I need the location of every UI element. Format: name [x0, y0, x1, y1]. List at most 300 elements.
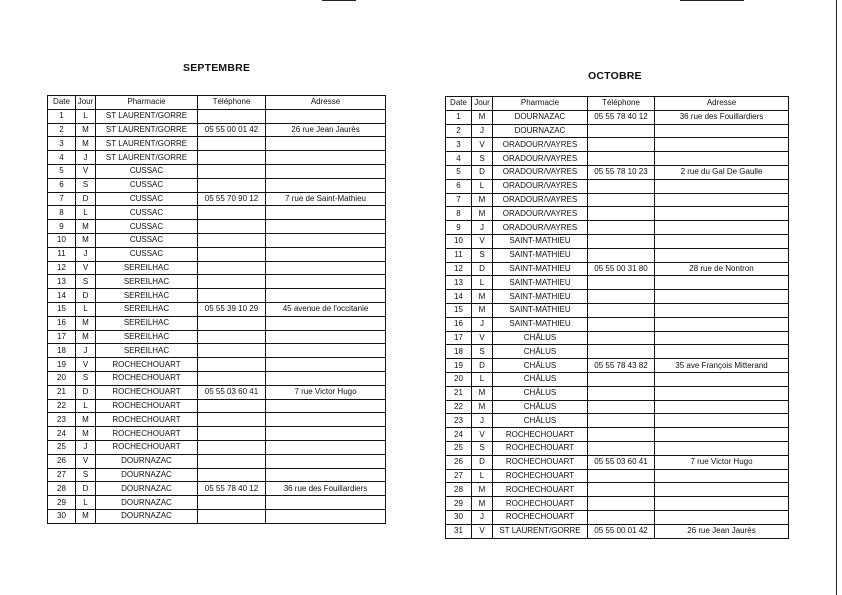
date-cell: 19	[48, 358, 76, 372]
address-cell	[266, 233, 386, 247]
date-cell: 24	[48, 427, 76, 441]
address-cell	[266, 151, 386, 165]
day-cell: S	[472, 345, 493, 359]
table-row	[48, 123, 386, 137]
address-cell	[266, 206, 386, 220]
phone-cell	[198, 344, 266, 358]
table-row	[446, 303, 789, 317]
day-cell: S	[472, 441, 493, 455]
date-cell: 3	[446, 138, 472, 152]
address-cell: 28 rue de Nontron	[655, 262, 789, 276]
phone-cell	[588, 221, 655, 235]
address-cell	[266, 275, 386, 289]
header-phone: Téléphone	[198, 96, 266, 110]
phone-cell	[198, 164, 266, 178]
address-cell: 26 rue Jean Jaurès	[266, 123, 386, 137]
september-table-body	[48, 109, 386, 523]
address-cell	[266, 427, 386, 441]
header-pharmacy: Pharmacie	[96, 96, 198, 110]
date-cell: 17	[48, 330, 76, 344]
day-cell: M	[472, 207, 493, 221]
table-row	[48, 137, 386, 151]
day-cell: J	[76, 151, 96, 165]
october-title: OCTOBRE	[588, 70, 642, 82]
table-row	[446, 414, 789, 428]
address-cell	[266, 344, 386, 358]
date-cell: 1	[48, 109, 76, 123]
date-cell: 10	[446, 234, 472, 248]
date-cell: 16	[48, 316, 76, 330]
date-cell: 29	[446, 497, 472, 511]
table-row	[446, 510, 789, 524]
day-cell: M	[76, 427, 96, 441]
pharmacy-cell: SEREILHAC	[96, 344, 198, 358]
address-cell	[655, 497, 789, 511]
address-cell	[266, 468, 386, 482]
phone-cell	[198, 454, 266, 468]
address-cell	[655, 510, 789, 524]
table-row	[48, 192, 386, 206]
phone-cell	[198, 178, 266, 192]
phone-cell	[198, 399, 266, 413]
date-cell: 19	[446, 359, 472, 373]
table-row	[48, 164, 386, 178]
pharmacy-cell: SEREILHAC	[96, 289, 198, 303]
pharmacy-cell: ST LAURENT/GORRE	[493, 524, 588, 538]
day-cell: V	[472, 234, 493, 248]
address-cell	[655, 124, 789, 138]
address-cell	[266, 109, 386, 123]
pharmacy-cell: ROCHECHOUART	[493, 441, 588, 455]
table-row	[48, 509, 386, 523]
day-cell: M	[76, 330, 96, 344]
table-row	[446, 248, 789, 262]
table-row	[48, 247, 386, 261]
pharmacy-cell: SAINT-MATHIEU	[493, 248, 588, 262]
phone-cell	[198, 247, 266, 261]
day-cell: D	[76, 482, 96, 496]
date-cell: 4	[48, 151, 76, 165]
september-table	[47, 95, 386, 524]
address-cell	[655, 317, 789, 331]
phone-cell	[198, 358, 266, 372]
table-row	[446, 276, 789, 290]
pharmacy-cell: CHÂLUS	[493, 359, 588, 373]
table-row	[48, 109, 386, 123]
address-cell: 2 rue du Gal De Gaulle	[655, 165, 789, 179]
phone-cell	[198, 427, 266, 441]
date-cell: 29	[48, 496, 76, 510]
table-row	[446, 428, 789, 442]
date-cell: 31	[446, 524, 472, 538]
pharmacy-cell: SAINT-MATHIEU	[493, 234, 588, 248]
date-cell: 23	[446, 414, 472, 428]
address-cell	[655, 483, 789, 497]
phone-cell	[588, 234, 655, 248]
pharmacy-cell: ROCHECHOUART	[493, 483, 588, 497]
address-cell	[655, 179, 789, 193]
pharmacy-cell: CHÂLUS	[493, 400, 588, 414]
pharmacy-cell: ORADOUR/VAYRES	[493, 165, 588, 179]
day-cell: M	[472, 497, 493, 511]
pharmacy-cell: DOURNAZAC	[96, 496, 198, 510]
date-cell: 28	[446, 483, 472, 497]
date-cell: 2	[446, 124, 472, 138]
phone-cell: 05 55 00 01 42	[588, 524, 655, 538]
table-row	[446, 372, 789, 386]
day-cell: D	[76, 385, 96, 399]
day-cell: V	[472, 428, 493, 442]
date-cell: 24	[446, 428, 472, 442]
table-row	[48, 371, 386, 385]
table-row	[48, 206, 386, 220]
address-cell: 7 rue Victor Hugo	[655, 455, 789, 469]
address-cell: 36 rue des Fouillardiers	[655, 110, 789, 124]
phone-cell: 05 55 70 90 12	[198, 192, 266, 206]
address-cell	[655, 386, 789, 400]
pharmacy-cell: ORADOUR/VAYRES	[493, 179, 588, 193]
day-cell: J	[76, 247, 96, 261]
day-cell: M	[472, 483, 493, 497]
october-table-header	[446, 97, 789, 111]
day-cell: M	[472, 386, 493, 400]
address-cell	[266, 289, 386, 303]
phone-cell	[588, 248, 655, 262]
day-cell: S	[472, 152, 493, 166]
address-cell	[655, 193, 789, 207]
day-cell: L	[472, 469, 493, 483]
address-cell: 35 ave François Mitterand	[655, 359, 789, 373]
day-cell: L	[76, 206, 96, 220]
day-cell: D	[472, 262, 493, 276]
pharmacy-cell: ORADOUR/VAYRES	[493, 138, 588, 152]
address-cell	[655, 400, 789, 414]
phone-cell	[198, 151, 266, 165]
phone-cell	[588, 193, 655, 207]
table-row	[48, 358, 386, 372]
address-cell	[266, 247, 386, 261]
table-row	[446, 138, 789, 152]
table-row	[446, 497, 789, 511]
table-row	[446, 152, 789, 166]
pharmacy-cell: ROCHECHOUART	[96, 440, 198, 454]
day-cell: L	[76, 302, 96, 316]
address-cell	[655, 414, 789, 428]
date-cell: 21	[446, 386, 472, 400]
date-cell: 15	[446, 303, 472, 317]
pharmacy-cell: ROCHECHOUART	[493, 510, 588, 524]
table-row	[48, 427, 386, 441]
table-row	[48, 261, 386, 275]
date-cell: 11	[48, 247, 76, 261]
table-row	[48, 220, 386, 234]
date-cell: 26	[48, 454, 76, 468]
phone-cell	[588, 331, 655, 345]
pharmacy-cell: ROCHECHOUART	[493, 428, 588, 442]
date-cell: 12	[446, 262, 472, 276]
phone-cell: 05 55 00 01 42	[198, 123, 266, 137]
phone-cell	[198, 371, 266, 385]
table-row	[446, 124, 789, 138]
pharmacy-cell: ROCHECHOUART	[493, 455, 588, 469]
address-cell	[266, 496, 386, 510]
day-cell: S	[472, 248, 493, 262]
pharmacy-cell: DOURNAZAC	[493, 124, 588, 138]
pharmacy-cell: DOURNAZAC	[96, 454, 198, 468]
phone-cell: 05 55 39 10 29	[198, 302, 266, 316]
day-cell: M	[472, 110, 493, 124]
phone-cell	[588, 276, 655, 290]
day-cell: L	[76, 109, 96, 123]
date-cell: 6	[48, 178, 76, 192]
phone-cell	[198, 137, 266, 151]
address-cell	[266, 371, 386, 385]
day-cell: M	[76, 220, 96, 234]
date-cell: 5	[48, 164, 76, 178]
address-cell	[655, 234, 789, 248]
table-row	[446, 290, 789, 304]
table-row	[446, 110, 789, 124]
top-scan-mark-left	[322, 0, 356, 1]
phone-cell	[198, 220, 266, 234]
pharmacy-cell: CHÂLUS	[493, 331, 588, 345]
phone-cell	[198, 289, 266, 303]
table-row	[48, 454, 386, 468]
header-date: Date	[446, 97, 472, 111]
phone-cell: 05 55 03 60 41	[198, 385, 266, 399]
phone-cell: 05 55 78 10 23	[588, 165, 655, 179]
date-cell: 8	[48, 206, 76, 220]
date-cell: 12	[48, 261, 76, 275]
date-cell: 27	[446, 469, 472, 483]
table-row	[48, 302, 386, 316]
address-cell: 45 avenue de l'occitanie	[266, 302, 386, 316]
address-cell	[655, 207, 789, 221]
phone-cell	[588, 152, 655, 166]
table-row	[446, 179, 789, 193]
day-cell: V	[76, 454, 96, 468]
table-row	[48, 440, 386, 454]
address-cell	[655, 276, 789, 290]
pharmacy-cell: DOURNAZAC	[96, 482, 198, 496]
table-row	[446, 317, 789, 331]
day-cell: J	[472, 414, 493, 428]
address-cell	[266, 261, 386, 275]
date-cell: 30	[48, 509, 76, 523]
day-cell: M	[76, 509, 96, 523]
september-table-header	[48, 96, 386, 110]
pharmacy-cell: CUSSAC	[96, 164, 198, 178]
date-cell: 7	[446, 193, 472, 207]
date-cell: 13	[48, 275, 76, 289]
day-cell: J	[472, 221, 493, 235]
day-cell: J	[472, 124, 493, 138]
header-pharmacy: Pharmacie	[493, 97, 588, 111]
pharmacy-cell: SEREILHAC	[96, 275, 198, 289]
header-address: Adresse	[655, 97, 789, 111]
date-cell: 25	[48, 440, 76, 454]
phone-cell	[198, 496, 266, 510]
address-cell	[266, 440, 386, 454]
phone-cell	[588, 303, 655, 317]
phone-cell	[588, 497, 655, 511]
day-cell: L	[76, 399, 96, 413]
table-row	[446, 441, 789, 455]
date-cell: 13	[446, 276, 472, 290]
phone-cell: 05 55 78 43 82	[588, 359, 655, 373]
pharmacy-cell: DOURNAZAC	[96, 509, 198, 523]
day-cell: J	[472, 510, 493, 524]
day-cell: J	[472, 317, 493, 331]
date-cell: 3	[48, 137, 76, 151]
phone-cell	[588, 345, 655, 359]
day-cell: M	[472, 303, 493, 317]
day-cell: V	[76, 261, 96, 275]
pharmacy-cell: ROCHECHOUART	[96, 358, 198, 372]
phone-cell	[588, 386, 655, 400]
table-row	[446, 455, 789, 469]
date-cell: 26	[446, 455, 472, 469]
date-cell: 14	[446, 290, 472, 304]
day-cell: S	[76, 371, 96, 385]
phone-cell	[588, 207, 655, 221]
october-table-body	[446, 110, 789, 538]
day-cell: D	[76, 289, 96, 303]
pharmacy-cell: CUSSAC	[96, 247, 198, 261]
table-row	[446, 469, 789, 483]
table-row	[446, 331, 789, 345]
phone-cell	[588, 510, 655, 524]
date-cell: 4	[446, 152, 472, 166]
day-cell: S	[76, 468, 96, 482]
phone-cell	[588, 124, 655, 138]
day-cell: M	[76, 233, 96, 247]
address-cell: 7 rue de Saint-Mathieu	[266, 192, 386, 206]
day-cell: M	[472, 290, 493, 304]
day-cell: M	[76, 413, 96, 427]
day-cell: S	[76, 178, 96, 192]
day-cell: J	[76, 440, 96, 454]
phone-cell	[588, 414, 655, 428]
date-cell: 22	[48, 399, 76, 413]
phone-cell	[588, 138, 655, 152]
date-cell: 2	[48, 123, 76, 137]
phone-cell	[198, 109, 266, 123]
address-cell	[266, 358, 386, 372]
table-row	[48, 316, 386, 330]
date-cell: 8	[446, 207, 472, 221]
pharmacy-cell: DOURNAZAC	[493, 110, 588, 124]
table-row	[446, 207, 789, 221]
day-cell: L	[76, 496, 96, 510]
address-cell	[655, 138, 789, 152]
day-cell: L	[472, 179, 493, 193]
table-row	[446, 400, 789, 414]
day-cell: D	[472, 165, 493, 179]
page-edge-line	[836, 0, 837, 595]
pharmacy-cell: ROCHECHOUART	[96, 371, 198, 385]
table-row	[48, 178, 386, 192]
phone-cell: 05 55 78 40 12	[198, 482, 266, 496]
phone-cell	[198, 440, 266, 454]
pharmacy-cell: ST LAURENT/GORRE	[96, 151, 198, 165]
pharmacy-cell: ROCHECHOUART	[96, 413, 198, 427]
pharmacy-cell: ST LAURENT/GORRE	[96, 123, 198, 137]
table-row	[446, 345, 789, 359]
pharmacy-cell: ROCHECHOUART	[96, 385, 198, 399]
date-cell: 28	[48, 482, 76, 496]
address-cell	[655, 372, 789, 386]
phone-cell	[198, 413, 266, 427]
table-row	[446, 221, 789, 235]
pharmacy-cell: ORADOUR/VAYRES	[493, 207, 588, 221]
date-cell: 23	[48, 413, 76, 427]
day-cell: V	[76, 164, 96, 178]
address-cell	[655, 331, 789, 345]
top-scan-mark-right	[680, 0, 744, 1]
phone-cell	[588, 483, 655, 497]
phone-cell	[588, 428, 655, 442]
date-cell: 11	[446, 248, 472, 262]
address-cell	[266, 454, 386, 468]
pharmacy-cell: SAINT-MATHIEU	[493, 303, 588, 317]
date-cell: 9	[446, 221, 472, 235]
day-cell: L	[472, 372, 493, 386]
pharmacy-cell: SEREILHAC	[96, 316, 198, 330]
phone-cell: 05 55 00 31 80	[588, 262, 655, 276]
date-cell: 7	[48, 192, 76, 206]
table-row	[48, 275, 386, 289]
address-cell	[266, 316, 386, 330]
date-cell: 10	[48, 233, 76, 247]
pharmacy-cell: CUSSAC	[96, 206, 198, 220]
table-row	[446, 386, 789, 400]
pharmacy-cell: ST LAURENT/GORRE	[96, 137, 198, 151]
table-row	[446, 262, 789, 276]
october-table	[445, 96, 789, 539]
day-cell: V	[472, 524, 493, 538]
phone-cell	[588, 441, 655, 455]
date-cell: 1	[446, 110, 472, 124]
day-cell: J	[76, 344, 96, 358]
table-row	[48, 496, 386, 510]
date-cell: 14	[48, 289, 76, 303]
date-cell: 16	[446, 317, 472, 331]
pharmacy-cell: CUSSAC	[96, 178, 198, 192]
table-row	[48, 482, 386, 496]
phone-cell	[198, 509, 266, 523]
pharmacy-cell: SAINT-MATHIEU	[493, 317, 588, 331]
pharmacy-cell: ORADOUR/VAYRES	[493, 152, 588, 166]
table-row	[48, 344, 386, 358]
pharmacy-cell: SAINT-MATHIEU	[493, 290, 588, 304]
pharmacy-cell: CHÂLUS	[493, 414, 588, 428]
address-cell	[655, 290, 789, 304]
date-cell: 22	[446, 400, 472, 414]
pharmacy-cell: ROCHECHOUART	[96, 399, 198, 413]
date-cell: 27	[48, 468, 76, 482]
pharmacy-cell: SAINT-MATHIEU	[493, 276, 588, 290]
day-cell: D	[76, 192, 96, 206]
date-cell: 25	[446, 441, 472, 455]
date-cell: 9	[48, 220, 76, 234]
day-cell: M	[76, 316, 96, 330]
phone-cell	[198, 233, 266, 247]
phone-cell	[588, 317, 655, 331]
address-cell	[266, 330, 386, 344]
address-cell: 26 rue Jean Jaurès	[655, 524, 789, 538]
address-cell	[655, 221, 789, 235]
